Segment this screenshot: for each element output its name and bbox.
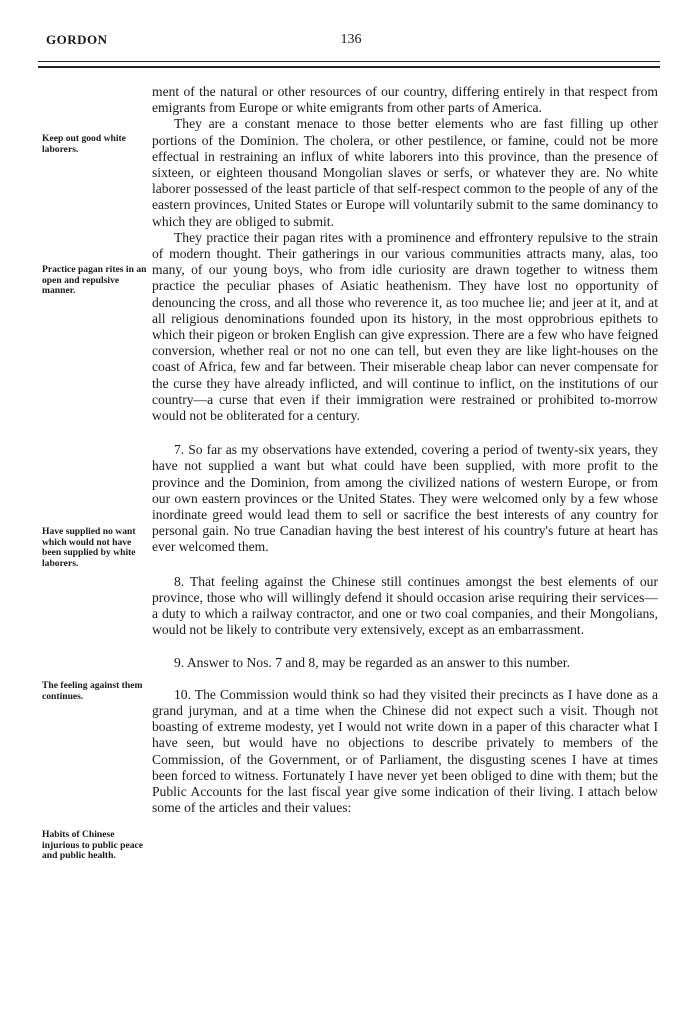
header-rule-thick [38,66,660,68]
paragraph-7: 7. So far as my observations have extended, covering a period of twenty-six years, they have not supplied a want but what could have been supplied, with more profit to the province and the Dominion, from among the civilized nations of western Europe, or from our own eastern provinces or the United States. They were welcomed only by a few whose inordinate greed would lead them to sell or sacrifice the best interests of any country for personal gain. No true Canadian having the best interest of his country's future at heart has ever welcomed them. [152,442,658,555]
header-rule-thin [38,61,660,62]
sidenote-habits: Habits of Chinese injurious to public peace and public health. [42,829,144,862]
sidenote-feeling-continues: The feeling against them continues. [42,680,143,702]
paragraph-pagan-rites: They practice their pagan rites with a prominence and effrontery repulsive to the strain of modern thought. Their gatherings in our various communities attracts many, alas, too many, of our young boys, who from idle curiosity are drawn together to witness them practice the peculiar phases of Asiatic heathenism. They have lost no opportunity of denouncing the cross, and all those who reverence it, as too muchee lie; and jeer at it, and at all religious denominations founded upon its history, in the most opprobrious epithets to which their pigeon or broken English can give expression. There are a few who have feigned conversion, whether real or not no one can tell, but even they are like light-houses on the coast of Africa, few and far between. Their miserable cheap labor can never compensate for the curse they have already inflicted, and will continue to inflict, on the institutions of our country—a curse that even if their immigration were restrained or prohibited to-morrow would not be obliterated for a century. [152,229,658,424]
sidenote-keep-out: Keep out good white laborers. [42,133,126,155]
sidenote-pagan-rites: Practice pagan rites in an open and repulsive manner. [42,264,147,297]
paragraph-9: 9. Answer to Nos. 7 and 8, may be regarded as an answer to this number. [174,654,571,670]
paragraph-10: 10. The Commission would think so had they visited their precincts as I have done as a grand juryman, and at a time when the Chinese did not expect such a visit. Though not boasting of extreme modesty, yet I would not write down in a paper of this character what I have seen, but would have no objections to describe privately to members of the Commission, of the Government, or of Parliament, the disgusting scenes I have at times been forced to witness. Fortunately I have never yet been obliged to dine with them; but the Public Accounts for the last fiscal year give some indication of their living. I attach below some of the articles and their values: [152,686,658,816]
body-text [152,84,658,816]
sidenote-supplied-no-want: Have supplied no want which would not have been supplied by white laborers. [42,526,136,569]
running-head: GORDON [46,32,108,47]
paragraph-continued: ment of the natural or other resources of our country, differing entirely in that respect from emigrants from Europe or white emigrants from other parts of America. [152,84,658,116]
page-number: 136 [340,32,362,47]
paragraph-8: 8. That feeling against the Chinese still continues amongst the best elements of our province, those who will willingly defend it should occasion arise requiring their services—a duty to which a railway contractor, and one or two coal companies, and their Mongolians, would not be likely to contribute very extensively, except as an embarrassment. [152,573,658,638]
paragraph-constant-menace: They are a constant menace to those better elements who are fast filling up other portions of the Dominion. The cholera, or other pestilence, or famine, could not be more effectual in restraining an influx of white laborers into this province, than the presence of sixteen, or eighteen thousand Mongolian slaves or serfs, or whatever they are. No white laborer possessed of the least particle of that self-respect common to the people of any of the eastern provinces, United States or Europe will voluntarily submit to the same dominancy to which they are obliged to submit. [152,116,658,229]
page-header [46,32,656,54]
